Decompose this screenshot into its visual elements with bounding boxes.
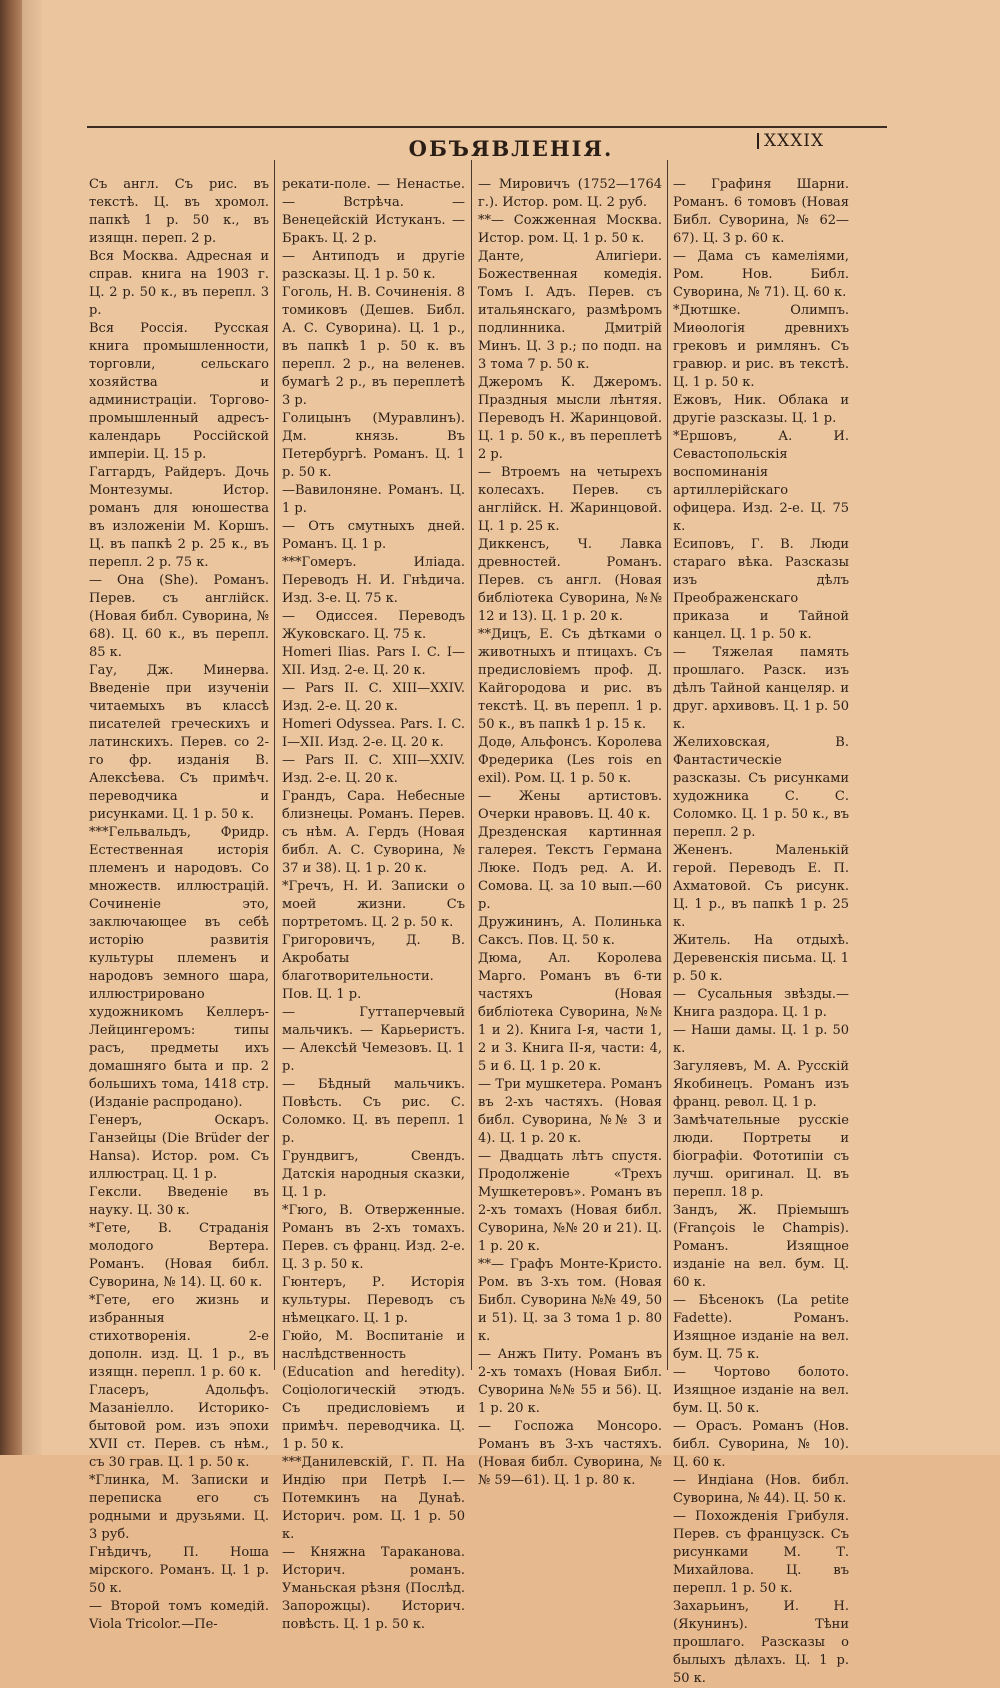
catalog-entry: Данте, Алигіери. Божественная комедія. Томъ I. Адъ. Перев. съ итальянскаго, размѣромъ подлинника. Дмитрій Минъ. Ц. 3 р.; по подп. на 3 тома 7 р. 50 к. — [478, 249, 662, 372]
catalog-entry: ***Гельвальдъ, Фридр. Естественная исторія племенъ и народовъ. Со множеств. иллюстрацій. Сочиненіе это, заключающее въ себѣ исторію развитія культуры племенъ и народовъ земного шара, иллюстрировано художникомъ Келлеръ-Лейцингеромъ: типы расъ, предметы ихъ домашняго быта и пр. 2 большихъ тома, 1418 стр. (Изданіе распродано). — [89, 825, 269, 1110]
catalog-entry: ***Данилевскій, Г. П. На Индію при Петрѣ I.— Потемкинъ на Дунаѣ. Историч. ром. Ц. 1 р. 50 к. — [282, 1455, 465, 1542]
page-title: ОБЪЯВЛЕНІЯ. — [408, 136, 614, 161]
catalog-entry: Вся Россія. Русская книга промышленности, торговли, сельскаго хозяйства и администраціи. Торгово-промышленный адресъ-календарь Россійской имперіи. Ц. 15 р. — [89, 321, 269, 462]
column-divider-1 — [274, 160, 275, 1370]
catalog-entry: — Антиподъ и другіе разсказы. Ц. 1 р. 50 к. — [282, 249, 465, 282]
catalog-entry: — Чортово болото. Изящное изданіе на вел. бум. Ц. 50 к. — [673, 1365, 849, 1416]
page-edge-shadow — [22, 0, 42, 1455]
catalog-entry: — Одиссея. Переводъ Жуковскаго. Ц. 75 к. — [282, 609, 465, 642]
column-2 — [282, 176, 465, 1634]
book-binding — [0, 0, 22, 1455]
catalog-entry: — Бѣдный мальчикъ. Повѣсть. Съ рис. С. Соломко. Ц. въ перепл. 1 р. — [282, 1077, 465, 1146]
catalog-entry: *Глинка, М. Записки и переписка его съ родными и друзьями. Ц. 3 руб. — [89, 1473, 269, 1542]
catalog-entry: — Княжна Тараканова. Историч. романъ. Уманьская рѣзня (Послѣд. Запорожцы). Историч. повѣсть. Ц. 1 р. 50 к. — [282, 1545, 465, 1632]
catalog-entry: Дрезденская картинная галерея. Текстъ Германа Люке. Подъ ред. А. И. Сомова. Ц. за 10 вып.—60 р. — [478, 825, 662, 912]
catalog-entry: —Вавилоняне. Романъ. Ц. 1 р. — [282, 483, 465, 516]
catalog-entry: — Орасъ. Романъ (Нов. библ. Суворина, № 10). Ц. 60 к. — [673, 1419, 849, 1470]
catalog-entry: — Гуттаперчевый мальчикъ. — Карьеристъ. — Алексѣй Чемезовъ. Ц. 1 р. — [282, 1005, 465, 1074]
catalog-entry: Грандъ, Сара. Небесные близнецы. Романъ. Перев. съ нѣм. А. Гердъ (Новая библ. А. С. Суворина, № 37 и 38). Ц. 1 р. 20 к. — [282, 789, 465, 876]
catalog-entry: — Pars II. C. XIII—XXIV. Изд. 2-е. Ц. 20 к. — [282, 681, 465, 714]
catalog-entry: — Три мушкетера. Романъ въ 2-хъ частяхъ. (Новая библ. Суворина, №№ 3 и 4). Ц. 1 р. 20 к. — [478, 1077, 662, 1146]
catalog-entry: — Бѣсенокъ (La petite Fadette). Романъ. Изящное изданіе на вел. бум. Ц. 75 к. — [673, 1293, 849, 1362]
catalog-entry: Гнѣдичъ, П. Ноша мірского. Романъ. Ц. 1 р. 50 к. — [89, 1545, 269, 1596]
catalog-entry: — Анжъ Питу. Романъ въ 2-хъ томахъ (Новая Библ. Суворина №№ 55 и 56). Ц. 1 р. 20 к. — [478, 1347, 662, 1416]
catalog-entry: Гюнтеръ, Р. Исторія культуры. Переводъ съ нѣмецкаго. Ц. 1 р. — [282, 1275, 465, 1326]
page-number: XXXIX — [764, 131, 825, 151]
catalog-entry: *Гюго, В. Отверженные. Романъ въ 2-хъ томахъ. Перев. съ франц. Изд. 2-е. Ц. 3 р. 50 к. — [282, 1203, 465, 1272]
catalog-entry: Замѣчательные русскіе люди. Портреты и біографіи. Фототипіи съ лучш. оригинал. Ц. въ перепл. 18 р. — [673, 1113, 849, 1200]
header-rule — [87, 126, 887, 128]
column-divider-2 — [471, 160, 472, 1370]
catalog-entry: *Гречъ, Н. И. Записки о моей жизни. Съ портретомъ. Ц. 2 р. 50 к. — [282, 879, 465, 930]
catalog-entry: Homeri Ilias. Pars I. C. I—XII. Изд. 2-е. Ц. 20 к. — [282, 645, 465, 678]
catalog-entry: Homeri Odyssea. Pars. I. C. I—XII. Изд. 2-е. Ц. 20 к. — [282, 717, 465, 750]
catalog-entry: Есиповъ, Г. В. Люди стараго вѣка. Разсказы изъ дѣлъ Преображенскаго приказа и Тайной канцел. Ц. 1 р. 50 к. — [673, 537, 849, 642]
catalog-entry: Гоголь, Н. В. Сочиненія. 8 томиковъ (Дешев. Библ. А. С. Суворина). Ц. 1 р., въ папкѣ 1 р. 50 к. въ перепл. 2 р., на веленев. бумагѣ 2 р., въ переплетѣ 3 р. — [282, 285, 465, 408]
catalog-entry: Гау, Дж. Минерва. Введеніе при изученіи читаемыхъ въ классѣ писателей греческихъ и латинскихъ. Перев. со 2-го фр. изданія В. Алексѣева. Съ примѣч. переводчика и рисунками. Ц. 1 р. 50 к. — [89, 663, 269, 822]
column-divider-3 — [667, 160, 668, 1370]
catalog-entry: — Тяжелая память прошлаго. Разск. изъ дѣлъ Тайной канцеляр. и друг. архивовъ. Ц. 1 р. 50 к. — [673, 645, 849, 732]
catalog-entry: Грундвигъ, Свендъ. Датскія народныя сказки, Ц. 1 р. — [282, 1149, 465, 1200]
catalog-entry: Захарьинъ, И. Н. (Якунинъ). Тѣни прошлаго. Разсказы о былыхъ дѣлахъ. Ц. 1 р. 50 к. — [673, 1599, 849, 1686]
catalog-entry: **— Сожженная Москва. Истор. ром. Ц. 1 р. 50 к. — [478, 213, 662, 246]
catalog-entry: Генеръ, Оскаръ. Ганзейцы (Die Brüder der Hansa). Истор. ром. Съ иллюстрац. Ц. 1 р. — [89, 1113, 269, 1182]
catalog-entry: — Она (She). Романъ. Перев. съ англійск. (Новая библ. Суворина, № 68). Ц. 60 к., въ перепл. 85 к. — [89, 573, 269, 660]
catalog-entry: — Сусальныя звѣзды.— Книга раздора. Ц. 1 р. — [673, 987, 849, 1020]
catalog-entry: Дружининъ, А. Полинька Саксъ. Пов. Ц. 50 к. — [478, 915, 662, 948]
catalog-entry: Желиховская, В. Фантастическіе разсказы. Съ рисунками художника С. С. Соломко. Ц. 1 р. 50 к., въ перепл. 2 р. — [673, 735, 849, 840]
catalog-entry: рекати-поле. — Ненастье. — Встрѣча. — Венецейскій Истуканъ. — Бракъ. Ц. 2 р. — [282, 177, 465, 246]
catalog-entry: — Pars II. C. XIII—XXIV. Изд. 2-е. Ц. 20 к. — [282, 753, 465, 786]
catalog-entry: *Гете, его жизнь и избранныя стихотворенія. 2-е дополн. изд. Ц. 1 р., въ изящн. перепл. 1 р. 60 к. — [89, 1293, 269, 1380]
catalog-entry: Гласеръ, Адольфъ. Мазаніелло. Историко-бытовой ром. изъ эпохи XVII ст. Перев. съ нѣм., съ 30 грав. Ц. 1 р. 50 к. — [89, 1383, 269, 1470]
catalog-entry: Голицынъ (Муравлинъ). Дм. князь. Въ Петербургѣ. Романъ. Ц. 1 р. 50 к. — [282, 411, 465, 480]
catalog-entry: — Дама съ камеліями, Ром. Нов. Библ. Суворина, № 71). Ц. 60 к. — [673, 249, 849, 300]
catalog-entry: Загуляевъ, М. А. Русскій Якобинецъ. Романъ изъ франц. револ. Ц. 1 р. — [673, 1059, 849, 1110]
catalog-entry: Житель. На отдыхѣ. Деревенскія письма. Ц. 1 р. 50 к. — [673, 933, 849, 984]
catalog-entry: *Дютшке. Олимпъ. Миѳологія древнихъ грековъ и римлянъ. Съ гравюр. и рис. въ текстѣ. Ц. 1 р. 50 к. — [673, 303, 849, 390]
catalog-entry: Ежовъ, Ник. Облака и другіе разсказы. Ц. 1 р. — [673, 393, 849, 426]
column-4 — [673, 176, 849, 1688]
catalog-entry: Дюма, Ал. Королева Марго. Романъ въ 6-ти частяхъ (Новая библіотека Суворина, №№ 1 и 2). Книга I-я, части 1, 2 и 3. Книга II-я, части: 4, 5 и 6. Ц. 1 р. 20 к. — [478, 951, 662, 1074]
catalog-entry: — Втроемъ на четырехъ колесахъ. Перев. съ англійск. Н. Жаринцовой. Ц. 1 р. 25 к. — [478, 465, 662, 534]
catalog-entry: Жененъ. Маленькій герой. Переводъ Е. П. Ахматовой. Съ рисунк. Ц. 1 р., въ папкѣ 1 р. 25 к. — [673, 843, 849, 930]
book-page — [22, 0, 1000, 1686]
catalog-entry: ***Гомеръ. Иліада. Переводъ Н. И. Гнѣдича. Изд. 3-е. Ц. 75 к. — [282, 555, 465, 606]
catalog-entry: Григоровичъ, Д. В. Акробаты благотворительности. Пов. Ц. 1 р. — [282, 933, 465, 1002]
catalog-entry: Вся Москва. Адресная и справ. книга на 1903 г. Ц. 2 р. 50 к., въ перепл. 3 р. — [89, 249, 269, 318]
catalog-entry: — Графиня Шарни. Романъ. 6 томовъ (Новая Библ. Суворина, № 62—67). Ц. 3 р. 60 к. — [673, 177, 849, 246]
catalog-entry: — Жены артистовъ. Очерки нравовъ. Ц. 40 к. — [478, 789, 662, 822]
catalog-entry: Джеромъ К. Джеромъ. Праздныя мысли лѣнтяя. Переводъ Н. Жаринцовой. Ц. 1 р. 50 к., въ переплетѣ 2 р. — [478, 375, 662, 462]
catalog-entry: Диккенсъ, Ч. Лавка древностей. Романъ. Перев. съ англ. (Новая библіотека Суворина, №№ 12 и 13). Ц. 1 р. 20 к. — [478, 537, 662, 624]
catalog-entry: Гаггардъ, Райдеръ. Дочь Монтезумы. Истор. романъ для юношества въ изложеніи М. Коршъ. Ц. въ папкѣ 2 р. 25 к., въ перепл. 2 р. 75 к. — [89, 465, 269, 570]
column-3 — [478, 176, 662, 1490]
catalog-entry: Додѳ, Альфонсъ. Королева Фредерика (Les rois en exil). Ром. Ц. 1 р. 50 к. — [478, 735, 662, 786]
catalog-entry: *Гете, В. Страданія молодого Вертера. Романъ. (Новая библ. Суворина, № 14). Ц. 60 к. — [89, 1221, 269, 1290]
catalog-entry: — Мировичъ (1752—1764 г.). Истор. ром. Ц. 2 руб. — [478, 177, 662, 210]
catalog-entry: — Похожденія Грибуля. Перев. съ французск. Съ рисунками М. Т. Михайлова. Ц. въ перепл. 1 р. 50 к. — [673, 1509, 849, 1596]
catalog-entry: — Госпожа Монсоро. Романъ въ 3-хъ частяхъ. (Новая библ. Суворина, №№ 59—61). Ц. 1 р. 80 к. — [478, 1419, 662, 1488]
catalog-entry: **— Графъ Монте-Кристо. Ром. въ 3-хъ том. (Новая Библ. Суворина №№ 49, 50 и 51). Ц. за 3 тома 1 р. 80 к. — [478, 1257, 662, 1344]
catalog-entry: — Наши дамы. Ц. 1 р. 50 к. — [673, 1023, 849, 1056]
catalog-entry: Съ англ. Съ рис. въ текстѣ. Ц. въ хромол. папкѣ 1 р. 50 к., въ изящн. переп. 2 р. — [89, 177, 269, 246]
catalog-entry: — Двадцать лѣтъ спустя. Продолженіе «Трехъ Мушкетеровъ». Романъ въ 2-хъ томахъ (Новая библ. Суворина, №№ 20 и 21). Ц. 1 р. 20 к. — [478, 1149, 662, 1254]
catalog-entry: *Ершовъ, А. И. Севастопольскія воспоминанія артиллерійскаго офицера. Изд. 2-е. Ц. 75 к. — [673, 429, 849, 534]
column-1 — [89, 176, 269, 1634]
catalog-entry: Зандъ, Ж. Пріемышъ (François le Champis). Романъ. Изящное изданіе на вел. бум. Ц. 60 к. — [673, 1203, 849, 1290]
catalog-entry: — Отъ смутныхъ дней. Романъ. Ц. 1 р. — [282, 519, 465, 552]
catalog-entry: **Дицъ, Е. Съ дѣтками о животныхъ и птицахъ. Съ предисловіемъ проф. Д. Кайгородова и рис. въ текстѣ. Ц. въ перепл. 1 р. 50 к., въ папкѣ 1 р. 15 к. — [478, 627, 662, 732]
catalog-entry: — Второй томъ комедій. Viola Tricolor.—Пе- — [89, 1599, 269, 1632]
catalog-entry: Гюйо, М. Воспитаніе и наслѣдственность (Education and heredity). Соціологическій этюдъ. Съ предисловіемъ и примѣч. переводчика. Ц. 1 р. 50 к. — [282, 1329, 465, 1452]
catalog-entry: — Индіана (Нов. библ. Суворина, № 44). Ц. 50 к. — [673, 1473, 849, 1506]
catalog-entry: Гексли. Введеніе въ науку. Ц. 30 к. — [89, 1185, 269, 1218]
